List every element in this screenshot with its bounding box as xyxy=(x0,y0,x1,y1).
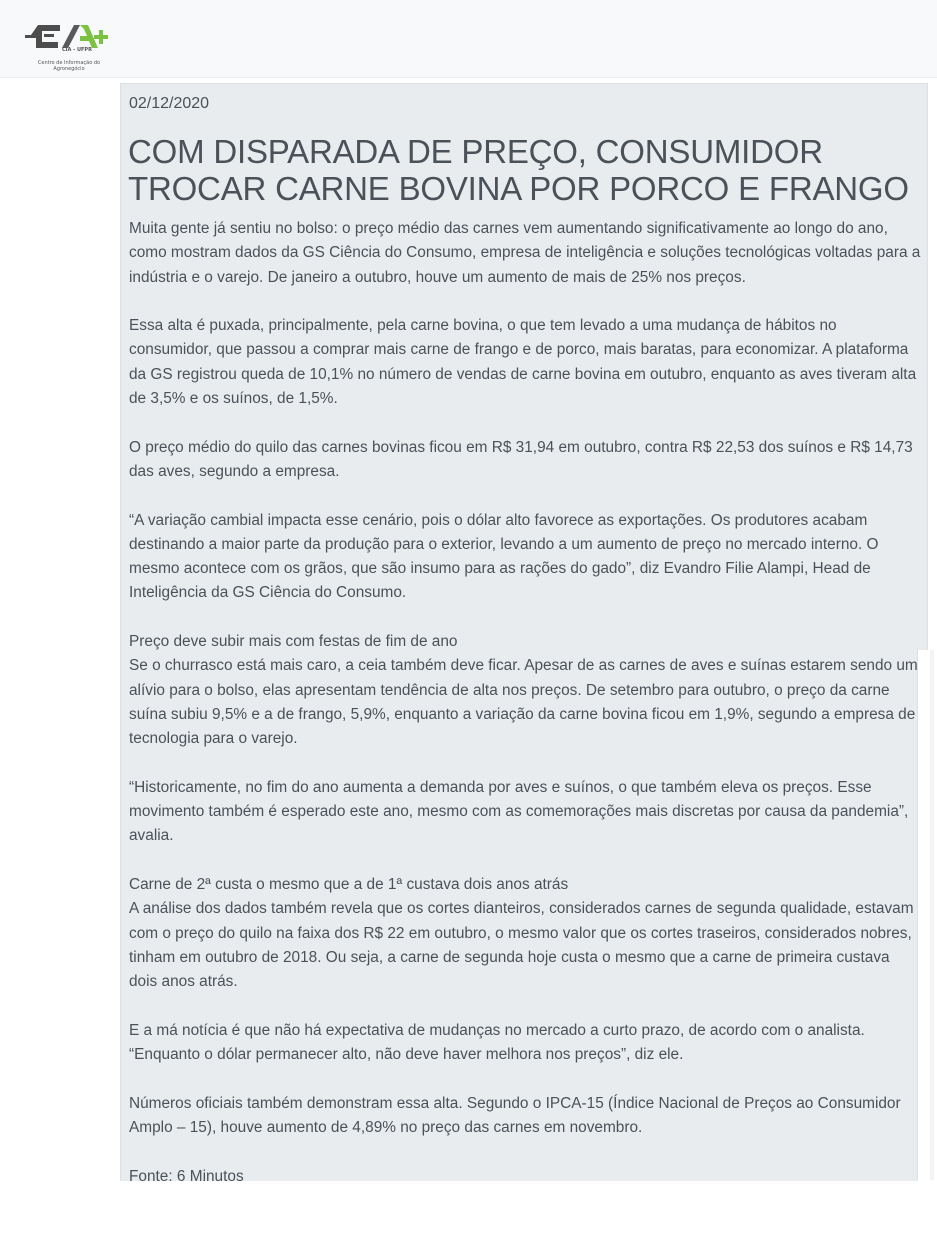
article-paragraph: Essa alta é puxada, principalmente, pela carne bovina, o que tem levado a uma mudança de hábitos no consumidor, que passou a comprar mais carne de frango e de porco, mais baratas, para economizar. A plataforma da GS registrou queda de 10,1% no número de vendas de carne bovina em outubro, enquanto as aves tiveram alta de 3,5% e os suínos, de 1,5%. xyxy=(129,317,917,408)
article-paragraph: O preço médio do quilo das carnes bovinas ficou em R$ 31,94 em outubro, contra R$ 22,53 dos suínos e R$ 14,73 das aves, segundo a empresa. xyxy=(129,438,913,480)
cia-ufpr-logo[interactable] xyxy=(22,16,116,72)
scrollbar-track[interactable] xyxy=(930,650,934,1180)
cia-logo-mark-icon xyxy=(22,16,116,60)
article-paragraph: Se o churrasco está mais caro, a ceia também deve ficar. Apesar de as carnes de aves e suínas estarem sendo um alívio para o bolso, elas apresentam tendência de alta nos preços. De setembro para outubro, o preço da carne suína subiu 9,5% e a de frango, 5,9%, enquanto a variação da carne bovina ficou em 1,9%, segundo a empresa de tecnologia para o varejo. xyxy=(129,657,918,748)
article-paragraph: Números oficiais também demonstram essa alta. Segundo o IPCA-15 (Índice Nacional de Preços ao Consumidor Amplo – 15), houve aumento de 4,89% no preço das carnes em novembro. xyxy=(129,1094,901,1136)
article-paragraph: Muita gente já sentiu no bolso: o preço médio das carnes vem aumentando significativamente ao longo do ano, como mostram dados da GS Ciência do Consumo, empresa de inteligência e soluções tecnológicas voltadas para a indústria e o varejo. De janeiro a outubro, houve um aumento de mais de 25% nos preços. xyxy=(129,220,921,286)
logo-caption: Centro de Informação do Agronegócio xyxy=(37,60,101,72)
section-subheading: Preço deve subir mais com festas de fim de ano xyxy=(129,633,458,651)
article-paragraph: “A variação cambial impacta esse cenário, pois o dólar alto favorece as exportações. Os produtores acabam destinando a maior parte da produção para o exterior, levando a um aumento de preço no mercado interno. O mesmo acontece com os grãos, que são insumo para as rações do gado”, diz Evandro Filie Alampi, Head de Inteligência da GS Ciência do Consumo. xyxy=(129,511,879,602)
top-header-bar xyxy=(0,0,937,78)
section-subheading: Carne de 2ª custa o mesmo que a de 1ª custava dois anos atrás xyxy=(129,876,569,894)
article-source: Fonte: 6 Minutos xyxy=(129,1167,244,1185)
article-title: COM DISPARADA DE PREÇO, CONSUMIDOR TROCAR CARNE BOVINA POR PORCO E FRANGO xyxy=(128,133,909,207)
article-body xyxy=(129,217,921,1213)
article-paragraph: “Enquanto o dólar permanecer alto, não deve haver melhora nos preços”, diz ele. xyxy=(129,1046,684,1064)
article-paragraph: A análise dos dados também revela que os cortes dianteiros, considerados carnes de segunda qualidade, estavam com o preço do quilo na faixa dos R$ 22 em outubro, o mesmo valor que os cortes traseiros, considerados nobres, tinham em outubro de 2018. Ou seja, a carne de segunda hoje custa o mesmo que a carne de primeira custava dois anos atrás. xyxy=(129,900,914,991)
logo-text: CIA - UFPR xyxy=(62,47,92,53)
article-paragraph: “Historicamente, no fim do ano aumenta a demanda por aves e suínos, o que também eleva os preços. Esse movimento também é esperado este ano, mesmo com as comemorações mais discretas por causa da pandemia”, avalia. xyxy=(129,778,909,845)
article-date: 02/12/2020 xyxy=(129,95,210,112)
article-paragraph: E a má notícia é que não há expectativa de mudanças no mercado a curto prazo, de acordo com o analista. xyxy=(129,1021,865,1039)
